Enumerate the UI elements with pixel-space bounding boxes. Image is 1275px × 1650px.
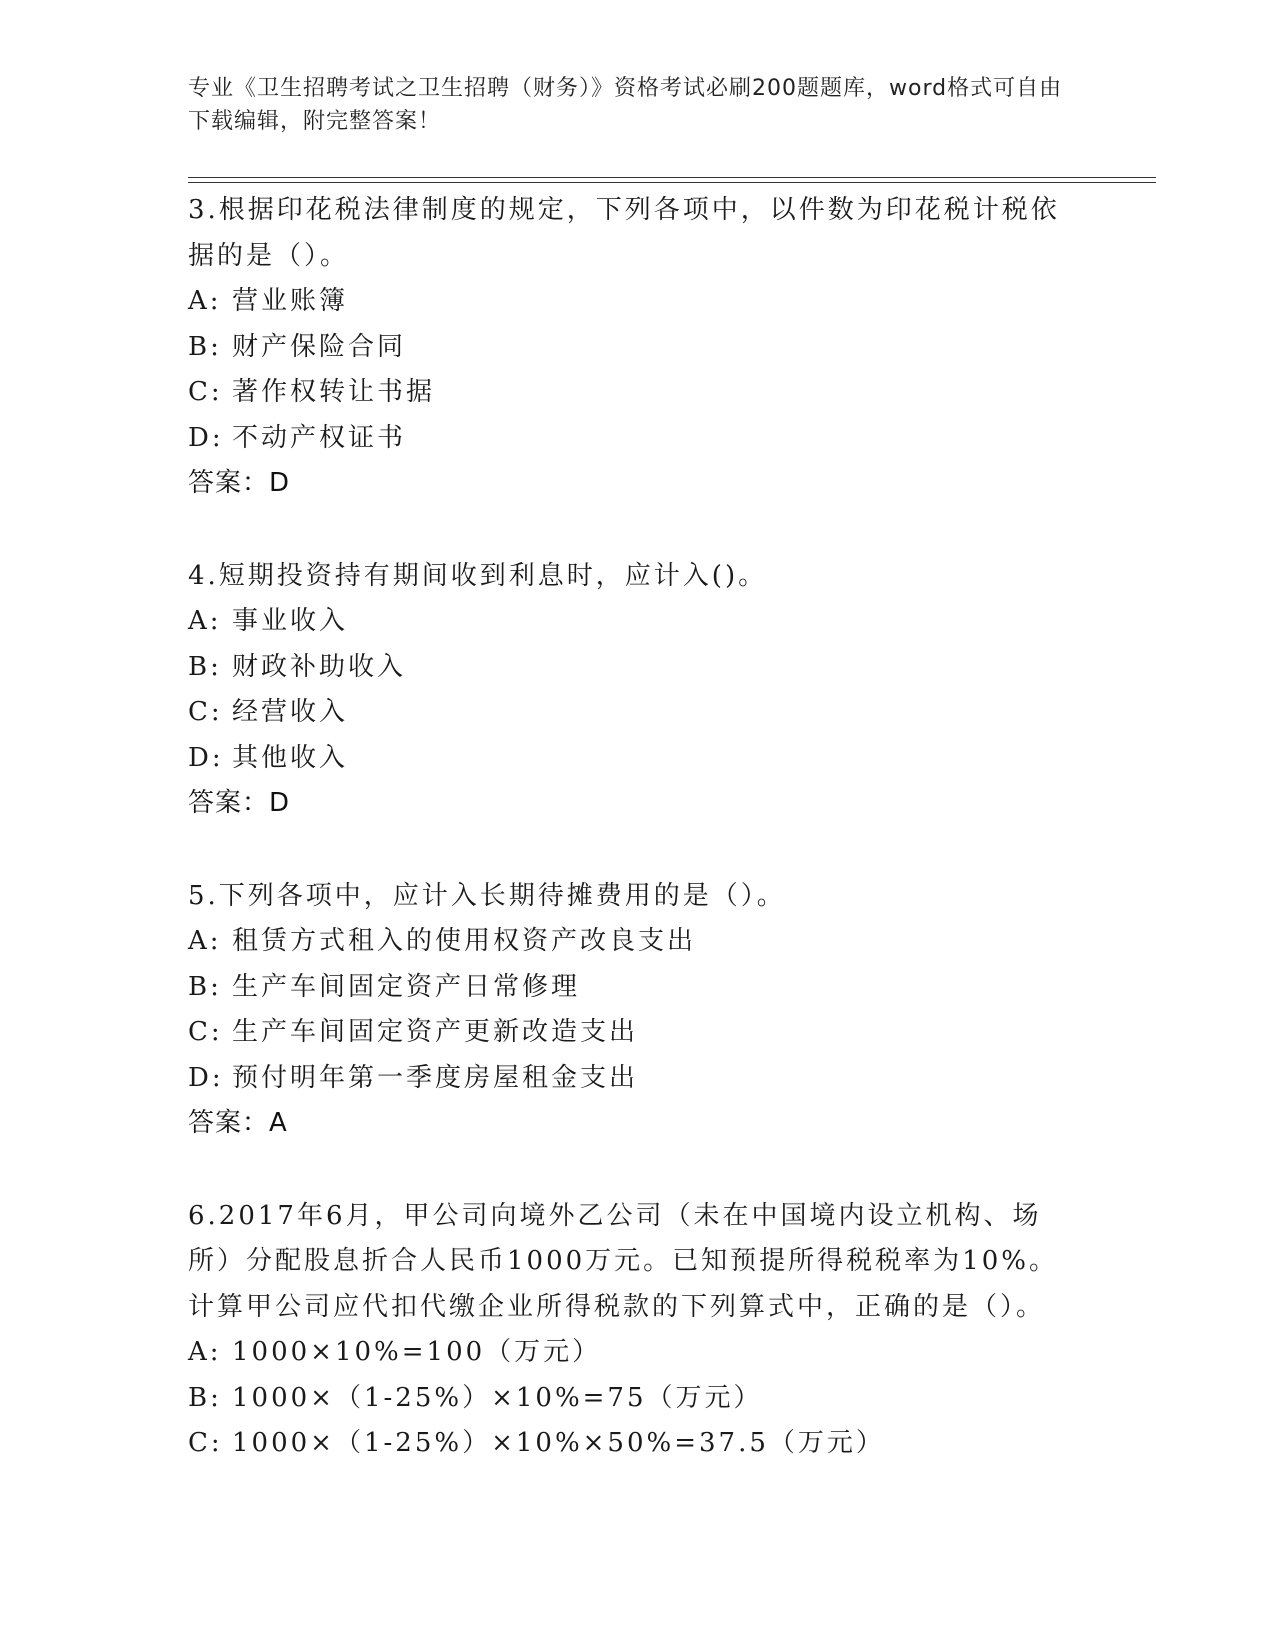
option-key: C: bbox=[188, 697, 223, 727]
option-text: 预付明年第一季度房屋租金支出 bbox=[232, 1062, 639, 1093]
option-text: 营业账簿 bbox=[232, 286, 349, 316]
option-text: 财政补助收入 bbox=[232, 651, 407, 682]
question-stem: 3.根据印花税法律制度的规定，下列各项中，以件数为印花税计税依据的是（）。 bbox=[188, 195, 1060, 271]
option-text: 生产车间固定资产日常修理 bbox=[232, 971, 581, 1002]
option-key: D: bbox=[188, 422, 224, 453]
question-4 bbox=[188, 554, 1068, 827]
option-key: D: bbox=[188, 742, 224, 773]
question-6 bbox=[188, 1194, 1068, 1467]
question-stem: 5.下列各项中，应计入长期待摊费用的是（）。 bbox=[188, 880, 786, 911]
option-key: B: bbox=[188, 331, 222, 362]
option-d bbox=[188, 736, 1068, 782]
option-key: B: bbox=[188, 651, 222, 682]
option-d bbox=[188, 1056, 1068, 1102]
answer-line: 答案：D bbox=[188, 788, 291, 818]
question-stem: 6.2017年6月，甲公司向境外乙公司（未在中国境内设立机构、场所）分配股息折合人民币1000万元。已知预提所得税税率为10%。计算甲公司应代扣代缴企业所得税款的下列算式中，正确的是（）。 bbox=[188, 1200, 1058, 1322]
option-text: 生产车间固定资产更新改造支出 bbox=[232, 1017, 639, 1047]
option-c bbox=[188, 1010, 1068, 1056]
option-a bbox=[188, 1330, 1068, 1376]
option-a bbox=[188, 919, 1068, 965]
answer-line: 答案：D bbox=[188, 468, 291, 498]
option-text: 1000×10%=100（万元） bbox=[232, 1337, 602, 1367]
option-key: A: bbox=[188, 1337, 222, 1367]
option-text: 租赁方式租入的使用权资产改良支出 bbox=[232, 926, 697, 956]
header-divider-top bbox=[188, 177, 1156, 178]
question-stem: 4.短期投资持有期间收到利息时，应计入()。 bbox=[188, 560, 768, 591]
option-b bbox=[188, 645, 1068, 691]
question-5 bbox=[188, 874, 1068, 1147]
option-a bbox=[188, 279, 1068, 325]
question-3 bbox=[188, 188, 1068, 507]
option-b bbox=[188, 965, 1068, 1011]
option-key: D: bbox=[188, 1062, 224, 1093]
option-key: C: bbox=[188, 377, 223, 407]
answer-line: 答案：A bbox=[188, 1108, 288, 1138]
header-divider-bottom bbox=[188, 182, 1156, 183]
option-text: 财产保险合同 bbox=[232, 331, 407, 362]
option-text: 1000×（1-25%）×10%=75（万元） bbox=[232, 1382, 763, 1413]
option-text: 1000×（1-25%）×10%×50%=37.5（万元） bbox=[232, 1428, 885, 1458]
option-text: 经营收入 bbox=[232, 697, 349, 727]
option-key: A: bbox=[188, 926, 222, 956]
question-list bbox=[188, 188, 1068, 1467]
option-text: 其他收入 bbox=[232, 742, 349, 773]
option-key: C: bbox=[188, 1017, 223, 1047]
option-b bbox=[188, 1376, 1068, 1422]
option-text: 事业收入 bbox=[232, 606, 349, 636]
option-d bbox=[188, 416, 1068, 462]
option-key: B: bbox=[188, 1382, 222, 1413]
option-text: 著作权转让书据 bbox=[232, 377, 436, 407]
option-c bbox=[188, 370, 1068, 416]
option-key: A: bbox=[188, 606, 222, 636]
option-key: B: bbox=[188, 971, 222, 1002]
option-a bbox=[188, 599, 1068, 645]
option-key: C: bbox=[188, 1428, 223, 1458]
option-c bbox=[188, 1421, 1068, 1467]
option-key: A: bbox=[188, 286, 222, 316]
option-text: 不动产权证书 bbox=[232, 422, 407, 453]
option-c bbox=[188, 690, 1068, 736]
option-b bbox=[188, 325, 1068, 371]
document-header: 专业《卫生招聘考试之卫生招聘（财务）》资格考试必刷200题题库，word格式可自由下载编辑，附完整答案！ bbox=[188, 76, 1063, 134]
